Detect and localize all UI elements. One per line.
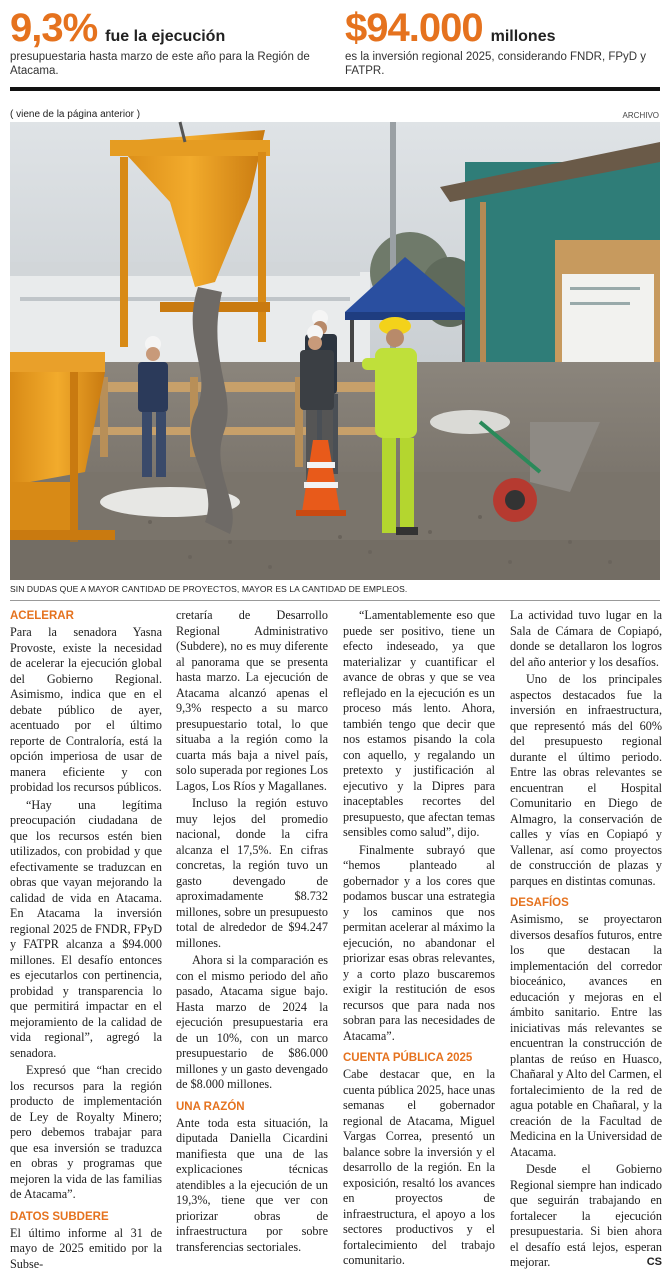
paragraph: “Lamentablemente eso que puede ser positivo, tiene un efecto indeseado, ya que materializar y cuantificar el avance de obras y que se vea reflejado en la ejecución es un proceso más lento. Ahora, también tengo que decir que nos estamos pisando la cola con aquello, y regalando un pretexto y justificación al ejecutivo y la Dipres para inaceptables recortes del presupuesto, que afectan temas sensibles como salud”, dijo. [343,608,495,839]
article-body [10,608,662,1271]
article-column-3 [343,608,495,1271]
paragraph: La actividad tuvo lugar en la Sala de Cámara de Copiapó, donde se detallaron los logros del año anterior y los desafíos. [510,608,662,669]
paragraph: Uno de los principales aspectos destacados fue la inversión en infraestructura, que representó más del 60% del presupuesto regional durante el último periodo. Entre las obras relevantes se encuentran el Hospital Comunitario en Diego de Almagro, la conservación de calles y vías en Copiapó y Vallenar, así como proyectos de construcción de plazas y parques en distintas comunas. [510,672,662,888]
article-column-1 [10,608,162,1274]
stat-big-number: $94.000 [345,6,483,50]
paragraph: Finalmente subrayó que “hemos planteado al gobernador y a los cores que podamos buscar una estrategia y los caminos que nos permitan acelerar al máximo la ejecución, no abandonar el priorizar esas obras relevantes, y a corto plazo buscaremos exigir la restitución de esos recursos que para nada nos sobran para las necesidades de Atacama”. [343,842,495,1043]
paragraph: Ahora si la comparación es con el mismo periodo del año pasado, Atacama sigue bajo. Hasta marzo de 2024 la ejecución presupuestaria era de un 10%, con un marco presupuestario de $86.000 millones y un gasto devengado de $8.000 millones. [176,953,328,1091]
stats-header [10,6,660,86]
stat-big-number: 9,3% [10,6,98,50]
paragraph: El último informe al 31 de mayo de 2025 emitido por la Subse- [10,1225,162,1271]
paragraph: Incluso la región estuvo muy lejos del promedio nacional, donde la cifra alcanza el 17,5%. En cifras concretas, la región tuvo un gasto devengado de aproximadamente $8.732 millones, sobre un presupuesto total de alrededor de $94.247 millones. [176,796,328,950]
paragraph: cretaría de Desarrollo Regional Administrativo (Subdere), no es muy diferente al panorama que se presenta hasta marzo. La ejecución de Atacama alcanzó apenas el 9,3% respecto a su marco presupuestario total, lo que situaba a la región como la cuarta más baja a nivel país, solo superada por regiones Los Lagos, Los Ríos y Magallanes. [176,608,328,793]
photo-caption: SIN DUDAS QUE A MAYOR CANTIDAD DE PROYECTOS, MAYOR ES LA CANTIDAD DE EMPLEOS. [10,584,408,594]
paragraph-text: Desde el Gobierno Regional siempre han indicado que seguirán trabajando en fortalecer la ejecución presupuestaria. Si bien ahora el desafío está lejos, esperan mejorar. [510,1162,662,1269]
section-heading-datos-subdere: DATOS SUBDERE [10,1210,109,1223]
end-mark: CS [646,1256,662,1268]
header-rule [10,87,660,91]
construction-scene-illustration [10,122,660,580]
paragraph: Asimismo, se proyectaron diversos desafíos futuros, entre los que destacan la implementación del corredor bioceánico, avances en educación y mejoras en el ámbito sanitario. Entre las iniciativas más relevantes se encuentran la construcción de plantas de reúso en Huasco, Chañaral y Alto del Carmen, el fortalecimiento de la red de agua potable en Chañaral, y la creación de la Facultad de Medicina en la Universidad de Atacama. [510,912,662,1159]
section-heading-acelerar: ACELERAR [10,610,74,622]
paragraph: Para la senadora Yasna Provoste, existe la necesidad de acelerar la ejecución global del Gobierno Regional. Asimismo, indica que en el debate público de ayer, acentuado por el último reporte de Contraloría, está la opción imperiosa de usar de manera eficiente y con probidad los recursos públicos. [10,625,162,794]
section-heading-una-razon: UNA RAZÓN [176,1100,245,1113]
stat-label: millones [490,28,556,45]
stat-investment [345,6,665,78]
section-heading-cuenta-publica: CUENTA PÚBLICA 2025 [343,1052,473,1064]
paragraph: “Hay una legítima preocupación ciudadana de que los recursos estén bien utilizados, con probidad y que efectivamente se traduzcan en obras que vayan mejorando la calidad de vida en Atacama. En Atacama la inversión regional 2025 de FNDR, FPyD y FATPR alcanza a $94.000 millones. El desafío entonces es ejecutarlos con pertinencia, probidad y transparencia lo que permitirá impactar en el mejoramiento de la calidad de vida regional”, agregó la senadora. [10,797,163,1060]
stat-label: fue la ejecución [105,28,226,45]
construction-site-photo [10,122,660,580]
article-column-2 [176,608,328,1257]
article-column-4 [510,608,662,1273]
paragraph: Ante toda esta situación, la diputada Daniella Cicardini manifiesta que una de las explicaciones técnicas atendibles a la ejecución de un 19,3%, tiene que ver con priorizar obras de infraestructura por sobre transferencias sectoriales. [176,1115,328,1254]
stat-description: es la inversión regional 2025, considerando FNDR, FPyD y FATPR. [345,51,647,77]
stat-description: presupuestaria hasta marzo de este año para la Región de Atacama. [10,51,310,77]
caption-rule [10,600,660,601]
continued-note: ( viene de la página anterior ) [10,109,141,120]
paragraph: Expresó que “han crecido los recursos para la región producto de implementación de Ley de Royalty Minero; pero debemos trabajar para que esa inversión se traduzca en obras y programas que mejoren la vida de las familias de Atacama”. [10,1063,162,1201]
photo-credit: ARCHIVO [622,111,659,120]
stat-execution [10,6,335,78]
section-heading-desafios: DESAFÍOS [510,897,569,909]
paragraph [510,1162,662,1271]
paragraph: Cabe destacar que, en la cuenta pública 2025, hace unas semanas el gobernador regional de Atacama, Miguel Vargas Correa, presentó un balance sobre la inversión y el desarrollo de la región. En la exposición, resaltó los avances en proyectos de infraestructura, el apoyo a los sectores productivos y el fortalecimiento del trabajo comunitario. [343,1067,495,1267]
